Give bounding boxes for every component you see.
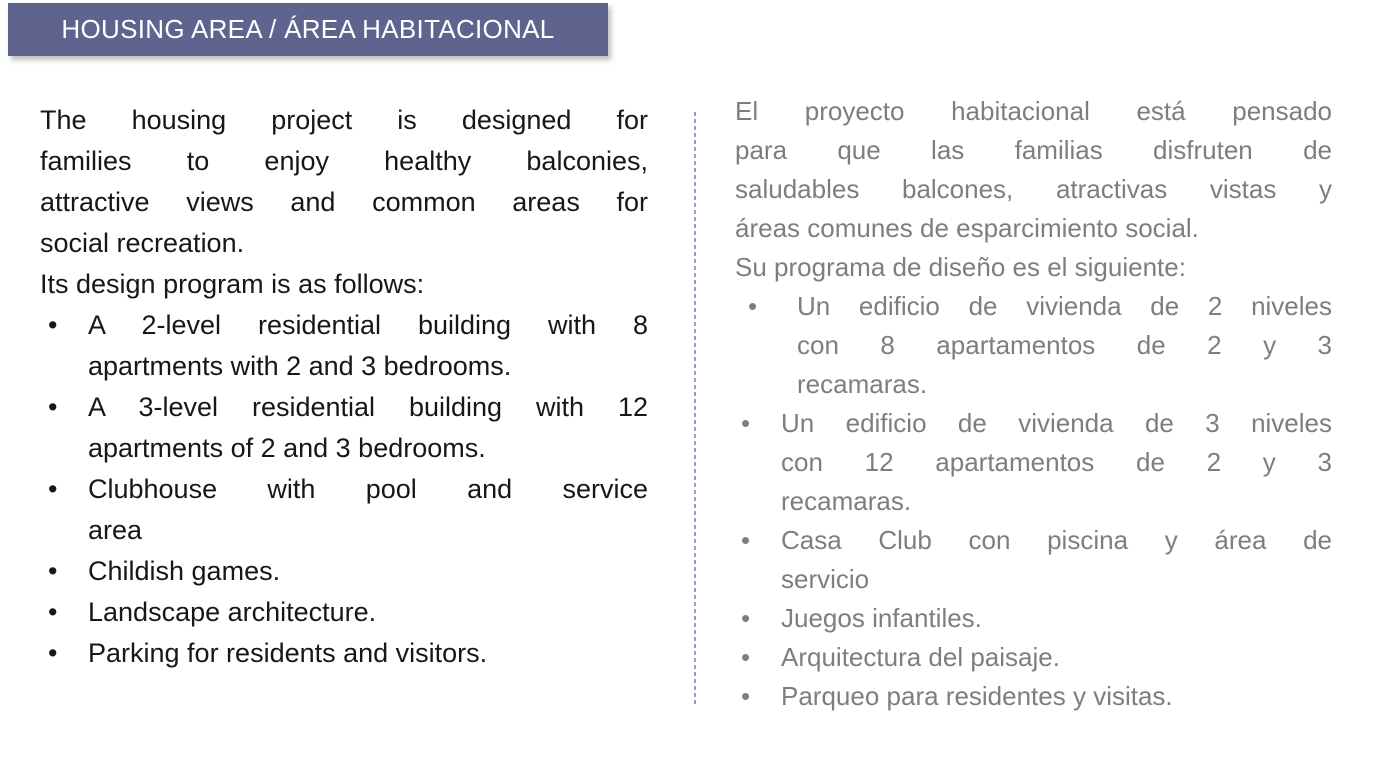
text-line: • Parqueo para residentes y visitas. xyxy=(781,681,1173,711)
bullet-item xyxy=(735,638,1332,677)
english-column xyxy=(40,100,648,674)
english-bullet-list xyxy=(40,305,648,674)
bullet-item xyxy=(40,551,648,592)
text-line: • Landscape architecture. xyxy=(88,597,377,627)
text-line: servicio xyxy=(781,564,870,594)
text-line: • Un edificio de vivienda de 2 niveles xyxy=(797,291,1332,321)
text-line: • Clubhouse with pool and service xyxy=(88,474,648,504)
bullet-item xyxy=(40,469,648,551)
text-line: apartments of 2 and 3 bedrooms. xyxy=(88,433,486,463)
text-line: families to enjoy healthy balconies, xyxy=(40,146,648,176)
bullet-item xyxy=(40,633,648,674)
text-line: para que las familias disfruten de xyxy=(735,135,1332,165)
page-title: HOUSING AREA / ÁREA HABITACIONAL xyxy=(61,14,555,44)
text-line: recamaras. xyxy=(781,486,912,516)
text-line: attractive views and common areas for xyxy=(40,187,648,217)
text-line: • Un edificio de vivienda de 3 niveles xyxy=(781,408,1332,438)
spanish-column xyxy=(735,92,1332,716)
bullet-item xyxy=(40,305,648,387)
bullet-item xyxy=(735,599,1332,638)
bullet-item xyxy=(735,404,1332,521)
text-line: The housing project is designed for xyxy=(40,105,648,135)
text-line: • Juegos infantiles. xyxy=(781,603,982,633)
text-line: con 12 apartamentos de 2 y 3 xyxy=(781,447,1332,477)
text-line: • Casa Club con piscina y área de xyxy=(781,525,1332,555)
english-intro-paragraph xyxy=(40,100,648,264)
text-line: con 8 apartamentos de 2 y 3 xyxy=(797,330,1332,360)
text-line: El proyecto habitacional está pensado xyxy=(735,96,1332,126)
bullet-item xyxy=(735,521,1332,599)
bullet-item xyxy=(735,677,1332,716)
text-line: recamaras. xyxy=(797,369,928,399)
header-banner xyxy=(8,3,608,56)
spanish-subtitle: Su programa de diseño es el siguiente: xyxy=(735,252,1186,282)
bullet-item xyxy=(735,287,1332,404)
text-line: saludables balcones, atractivas vistas y xyxy=(735,174,1332,204)
text-line: áreas comunes de esparcimiento social. xyxy=(735,213,1199,243)
spanish-bullet-list xyxy=(735,287,1332,716)
text-line: • Childish games. xyxy=(88,556,281,586)
bullet-item xyxy=(40,387,648,469)
text-line: area xyxy=(88,515,143,545)
english-subtitle: Its design program is as follows: xyxy=(40,269,425,299)
text-line: • Arquitectura del paisaje. xyxy=(781,642,1060,672)
text-line: social recreation. xyxy=(40,228,245,258)
text-line: • A 3-level residential building with 12 xyxy=(88,392,648,422)
text-line: • Parking for residents and visitors. xyxy=(88,638,488,668)
text-line: apartments with 2 and 3 bedrooms. xyxy=(88,351,512,381)
column-divider xyxy=(694,112,696,704)
text-line: • A 2-level residential building with 8 xyxy=(88,310,648,340)
bullet-item xyxy=(40,592,648,633)
spanish-intro-paragraph xyxy=(735,92,1332,248)
